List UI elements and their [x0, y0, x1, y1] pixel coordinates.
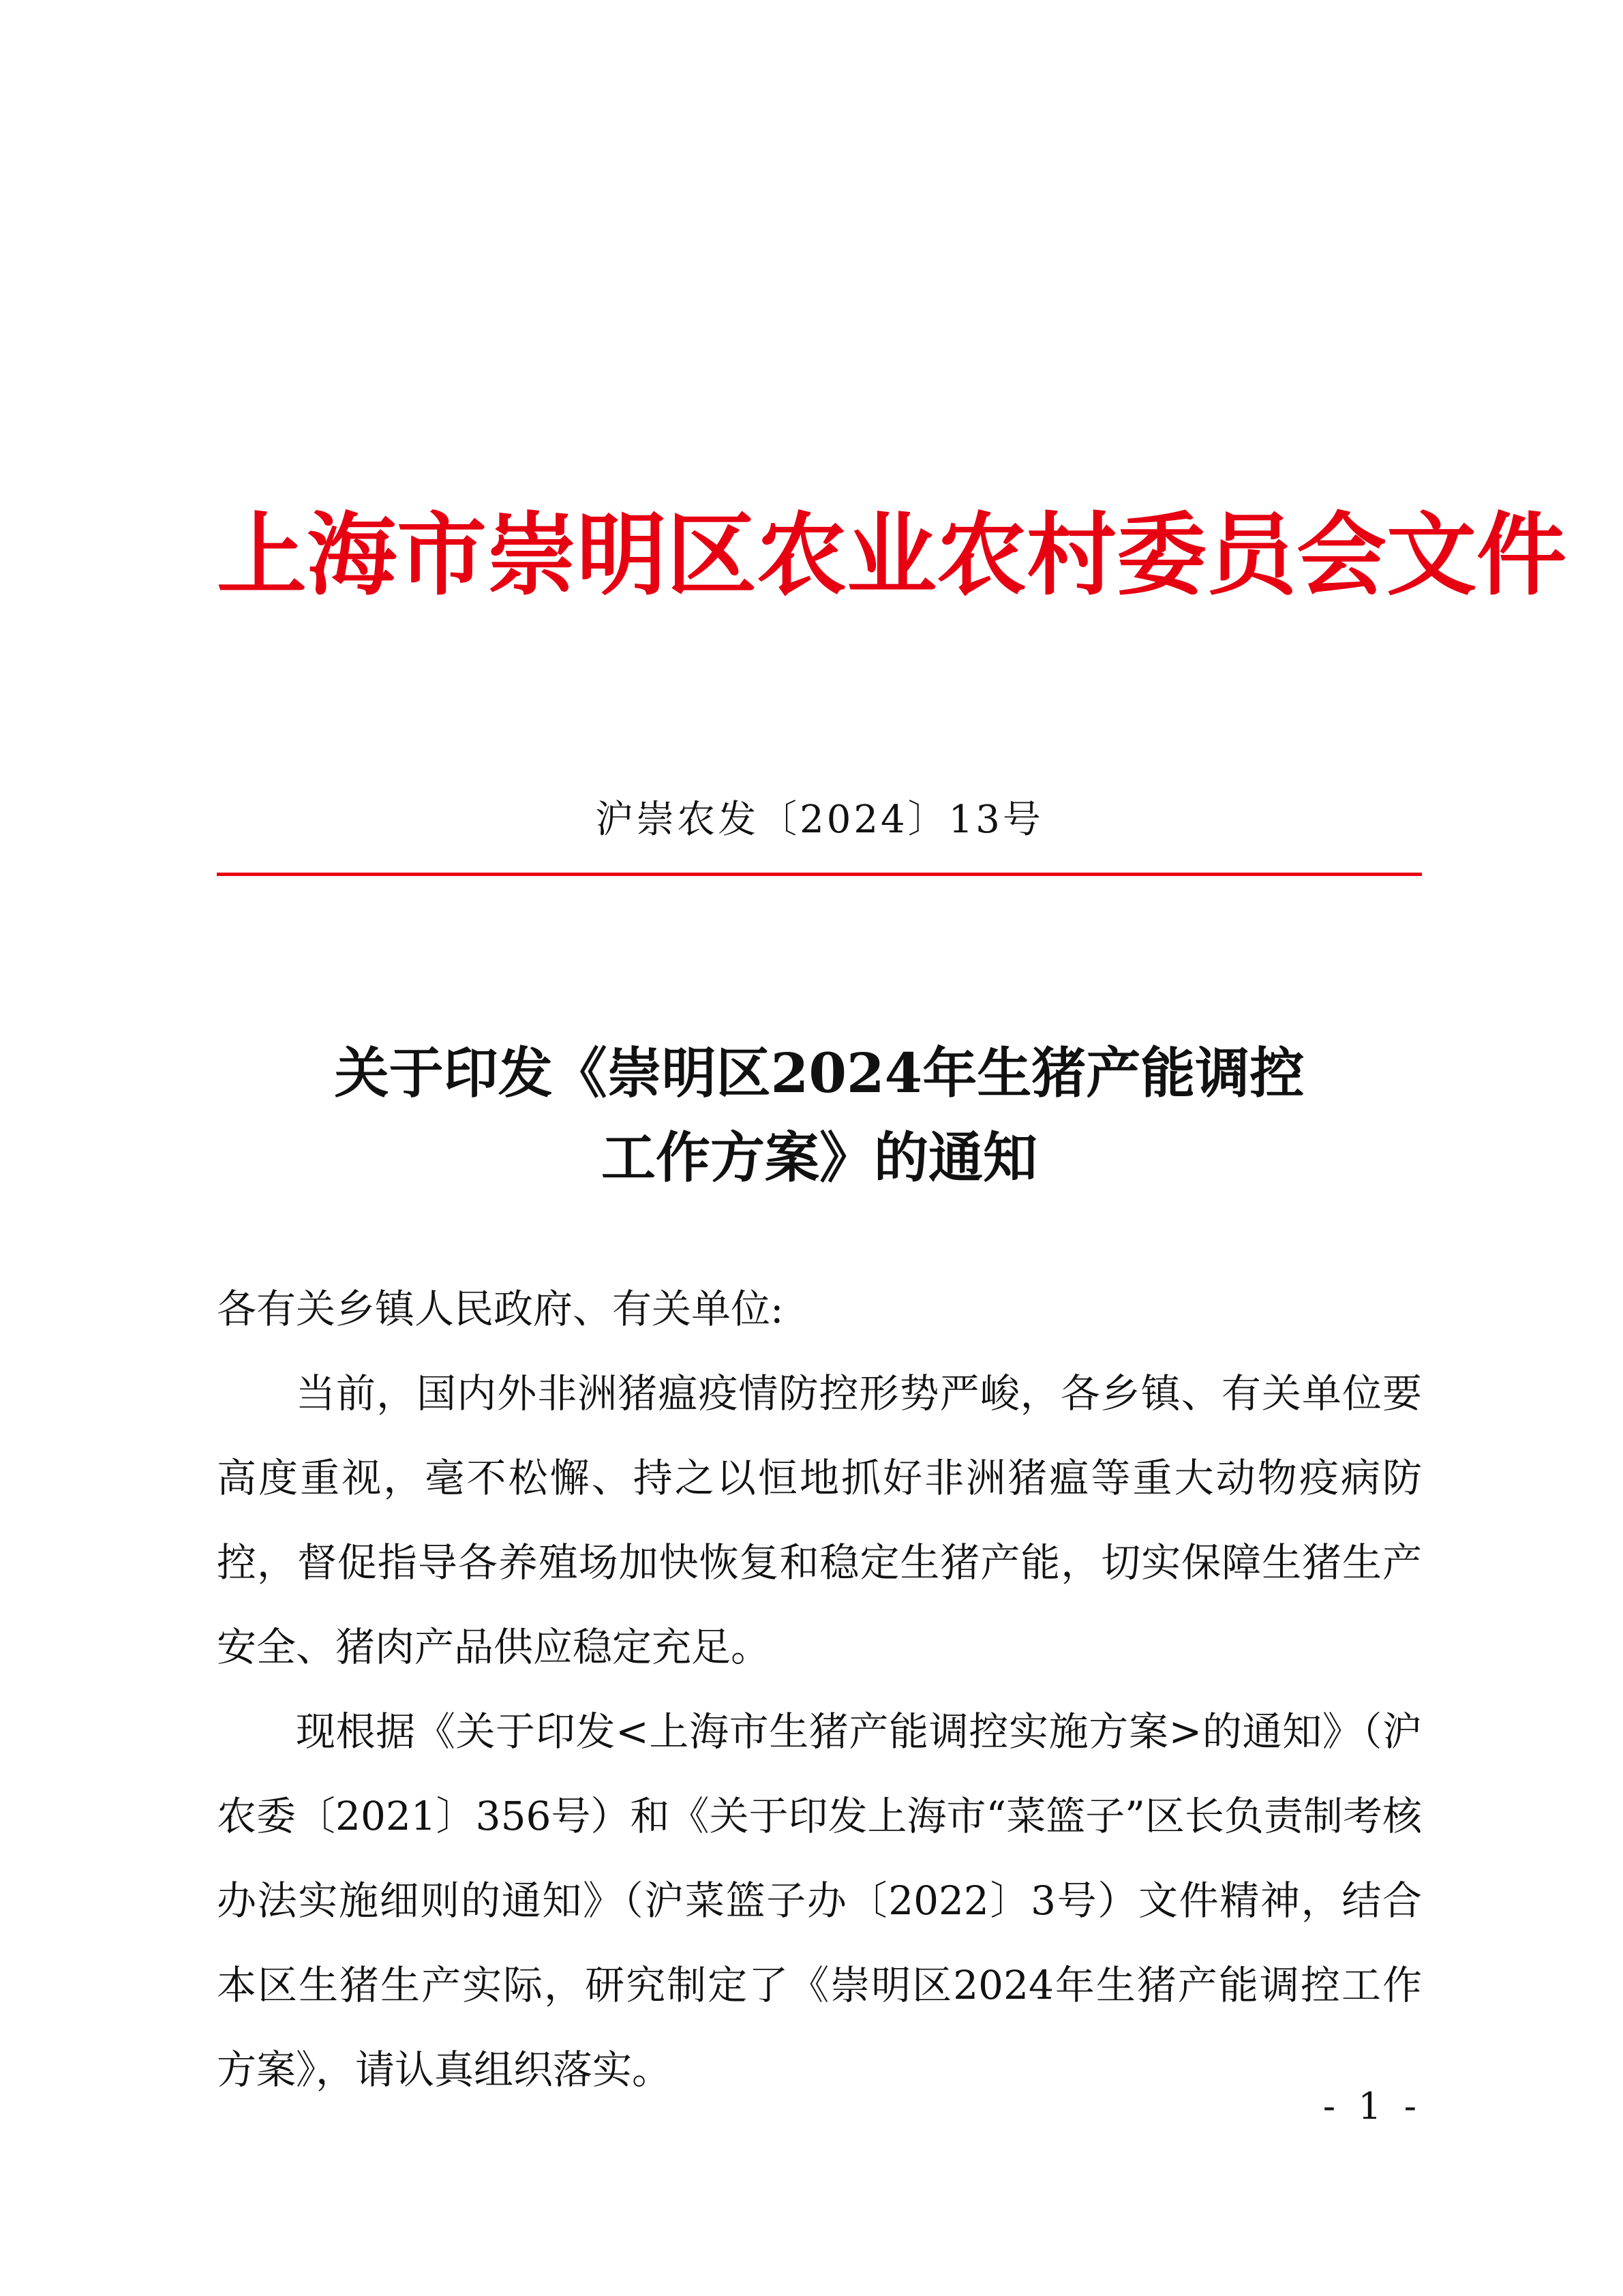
- red-divider-line: [217, 873, 1422, 876]
- issuer-header: 上海市崇明区农业农村委员会文件: [217, 502, 1566, 608]
- document-number: 沪崇农发〔2024〕13号: [595, 798, 1044, 842]
- salutation: 各有关乡镇人民政府、有关单位:: [217, 1286, 784, 1332]
- notice-title: [217, 1031, 1422, 1200]
- notice-title-line-1: 关于印发《崇明区2024年生猪产能调控: [334, 1041, 1305, 1105]
- body-paragraph-2: 现根据《关于印发<上海市生猪产能调控实施方案>的通知》（沪农委〔2021〕356号）和《关于印发上海市“菜篮子”区长负责制考核办法实施细则的通知》（沪菜篮子办〔2022〕3号）文件精神，结合本区生猪生产实际，研究制定了《崇明区2024年生猪产能调控工作方案》，请认真组织落实。: [217, 1708, 1422, 2093]
- notice-body: [217, 1267, 1422, 2112]
- body-paragraph-1: 当前，国内外非洲猪瘟疫情防控形势严峻，各乡镇、有关单位要高度重视，毫不松懈、持之以恒地抓好非洲猪瘟等重大动物疫病防控，督促指导各养殖场加快恢复和稳定生猪产能，切实保障生猪生产安全、猪肉产品供应稳定充足。: [217, 1370, 1422, 1670]
- notice-title-line-2: 工作方案》的通知: [601, 1126, 1037, 1190]
- page-number: - 1 -: [1322, 2085, 1422, 2128]
